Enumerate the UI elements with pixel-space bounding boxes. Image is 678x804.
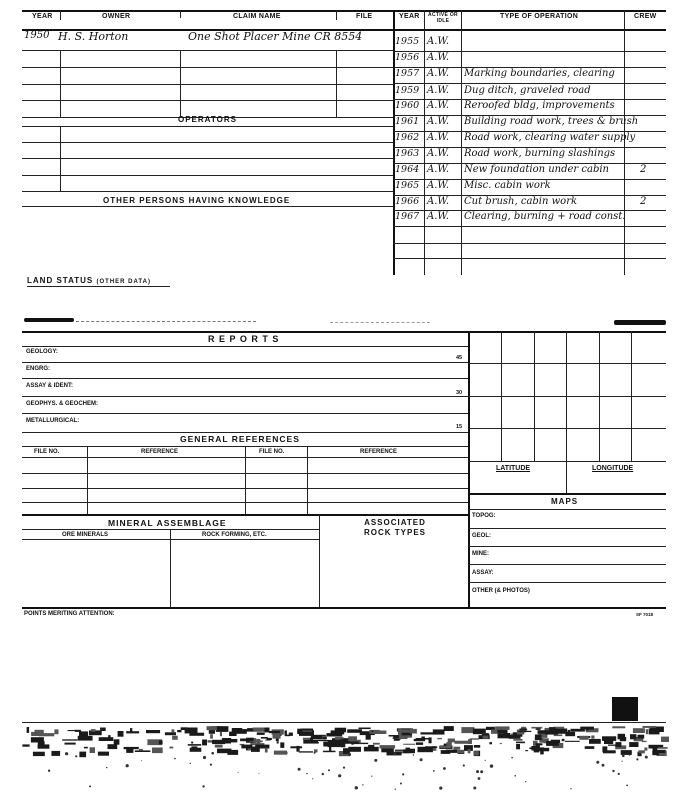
owner-name: H. S. Horton: [58, 30, 129, 43]
ref-reference-2: REFERENCE: [360, 449, 398, 455]
header-year-ops: YEAR: [399, 13, 420, 20]
maps-heading: MAPS: [551, 497, 579, 506]
geophys-label: GEOPHYS. & GEOCHEM:: [26, 401, 99, 407]
operation-description: Building road work, trees & brush: [464, 116, 639, 127]
land-status-sub: (OTHER DATA): [96, 279, 151, 285]
operation-year: 1961: [395, 116, 420, 127]
rock-forming-label: ROCK FORMING, ETC.: [202, 532, 267, 538]
operation-description: Cut brush, cabin work: [464, 196, 578, 207]
operation-description: New foundation under cabin: [464, 164, 609, 175]
operation-description: Road work, clearing water supply: [464, 132, 636, 143]
other-persons-heading: OTHER PERSONS HAVING KNOWLEDGE: [103, 196, 291, 205]
longitude-label: LONGITUDE: [592, 465, 634, 472]
operation-status: A.W.: [427, 100, 450, 111]
operation-year: 1956: [395, 52, 420, 63]
operation-status: A.W.: [427, 180, 450, 191]
map-other-label: OTHER (& PHOTOS): [472, 588, 530, 594]
owner-year: 1950: [24, 30, 50, 41]
operation-description: Reroofed bldg, improvements: [464, 100, 615, 111]
scan-smudge-right: [614, 320, 666, 325]
latitude-label: LATITUDE: [496, 465, 531, 472]
operation-year: 1960: [395, 100, 420, 111]
header-crew: CREW: [634, 13, 657, 20]
map-geol-label: GEOL:: [472, 533, 491, 539]
general-references-heading: GENERAL REFERENCES: [180, 434, 300, 444]
reports-heading: R E P O R T S: [208, 334, 280, 344]
operation-year: 1963: [395, 148, 420, 159]
operation-status: A.W.: [427, 211, 450, 222]
land-status-heading: [27, 276, 151, 285]
operation-year: 1955: [395, 36, 420, 47]
engrg-label: ENGRG:: [26, 366, 50, 372]
operation-status: A.W.: [427, 148, 450, 159]
header-claim-name: CLAIM NAME: [233, 13, 281, 20]
operation-crew: 2: [640, 196, 647, 207]
scale-15: 15: [456, 424, 463, 430]
associated-rock-types-heading: ASSOCIATED ROCK TYPES: [363, 518, 426, 537]
operation-year: 1967: [395, 211, 420, 222]
operation-status: A.W.: [427, 164, 450, 175]
header-owner: OWNER: [102, 13, 131, 20]
operation-year: 1957: [395, 68, 420, 79]
header-type-of-operation: TYPE OF OPERATION: [500, 13, 579, 20]
ore-minerals-label: ORE MINERALS: [62, 532, 109, 538]
map-topog-label: TOPOG:: [472, 513, 496, 519]
geology-label: GEOLOGY:: [26, 349, 58, 355]
operation-crew: 2: [640, 164, 647, 175]
scale-45: 45: [456, 355, 463, 361]
map-mine-label: MINE:: [472, 551, 489, 557]
operation-status: A.W.: [427, 68, 450, 79]
claim-name-value: One Shot Placer Mine CR 8554: [188, 30, 363, 43]
scan-smudge-left: [24, 318, 74, 322]
operation-description: Marking boundaries, clearing: [464, 68, 615, 79]
operation-year: 1966: [395, 196, 420, 207]
form-code: SF 7018: [636, 612, 654, 617]
header-year: YEAR: [32, 13, 53, 20]
scan-smear: [0, 724, 678, 794]
map-assay-label: ASSAY:: [472, 570, 494, 576]
operation-description: Clearing, burning + road const.: [464, 211, 626, 222]
operation-year: 1959: [395, 85, 420, 96]
ref-file-no-1: FILE NO.: [34, 449, 60, 455]
operation-description: Dug ditch, graveled road: [464, 85, 591, 96]
operators-heading: OPERATORS: [178, 115, 237, 124]
assay-ident-label: ASSAY & IDENT:: [26, 383, 74, 389]
ref-reference-1: REFERENCE: [141, 449, 179, 455]
operation-status: A.W.: [427, 36, 450, 47]
ref-file-no-2: FILE NO.: [259, 449, 285, 455]
metallurgical-label: METALLURGICAL:: [26, 418, 80, 424]
header-active-idle: ACTIVE OR IDLE: [428, 12, 458, 24]
operation-status: A.W.: [427, 85, 450, 96]
scan-block-mark: [612, 697, 638, 721]
operation-status: A.W.: [427, 196, 450, 207]
operation-year: 1964: [395, 164, 420, 175]
operation-year: 1962: [395, 132, 420, 143]
operation-description: Road work, burning slashings: [464, 148, 616, 159]
scale-30: 30: [456, 390, 463, 396]
operation-status: A.W.: [427, 132, 450, 143]
operation-status: A.W.: [427, 116, 450, 127]
header-file: FILE: [356, 13, 373, 20]
land-status-label: LAND STATUS: [27, 276, 94, 285]
operation-description: Misc. cabin work: [464, 180, 551, 191]
mineral-assemblage-heading: MINERAL ASSEMBLAGE: [108, 518, 227, 528]
points-meriting-label: POINTS MERITING ATTENTION:: [24, 611, 115, 617]
operation-year: 1965: [395, 180, 420, 191]
operation-status: A.W.: [427, 52, 450, 63]
